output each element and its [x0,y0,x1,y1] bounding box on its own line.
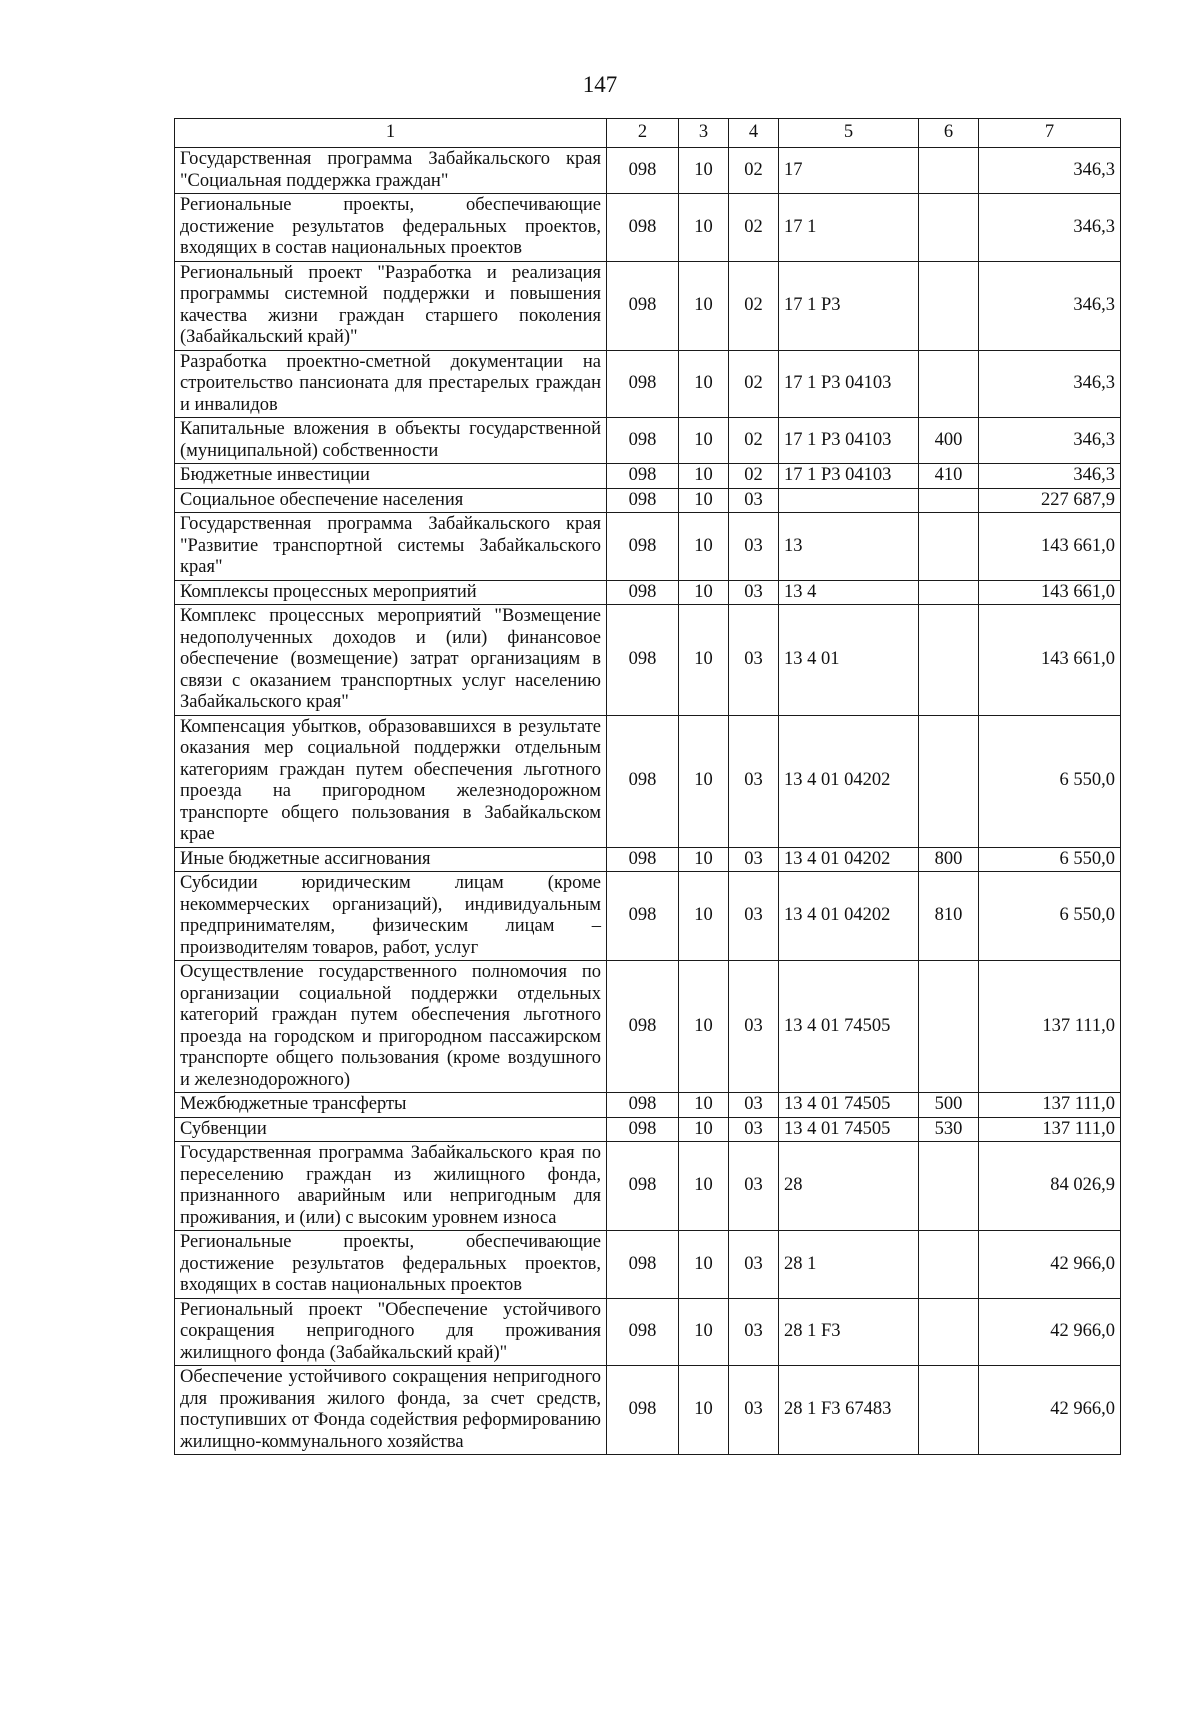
ministry-code-cell: 098 [607,1366,679,1455]
section-code-cell: 10 [679,1298,729,1366]
expense-type-cell [919,580,979,605]
ministry-code-cell: 098 [607,1142,679,1231]
section-code-cell: 10 [679,961,729,1093]
target-article-cell: 17 1 P3 04103 [779,418,919,464]
target-article-cell: 28 1 [779,1231,919,1299]
subsection-code-cell: 03 [729,1366,779,1455]
ministry-code-cell: 098 [607,418,679,464]
expense-name-cell: Субвенции [175,1117,607,1142]
amount-cell: 227 687,9 [979,488,1121,513]
table-row [175,1142,1121,1231]
table-row [175,418,1121,464]
expense-type-cell: 800 [919,847,979,872]
table-row [175,464,1121,489]
ministry-code-cell: 098 [607,350,679,418]
section-code-cell: 10 [679,488,729,513]
ministry-code-cell: 098 [607,1093,679,1118]
target-article-cell: 13 4 01 74505 [779,1093,919,1118]
table-row [175,715,1121,847]
target-article-cell: 28 1 F3 [779,1298,919,1366]
section-code-cell: 10 [679,715,729,847]
amount-cell: 137 111,0 [979,1117,1121,1142]
expense-type-cell [919,350,979,418]
ministry-code-cell: 098 [607,1298,679,1366]
expense-type-cell: 400 [919,418,979,464]
section-code-cell: 10 [679,350,729,418]
expense-name-cell: Государственная программа Забайкальского края "Социальная поддержка граждан" [175,148,607,194]
expense-name-cell: Комплекс процессных мероприятий "Возмещение недополученных доходов и (или) финансовое обеспечение (возмещение) затрат организациям в связи с оказанием транспортных услуг населению Забайкальского края" [175,605,607,716]
target-article-cell: 13 4 01 74505 [779,1117,919,1142]
table-row [175,872,1121,961]
subsection-code-cell: 03 [729,513,779,581]
section-code-cell: 10 [679,513,729,581]
target-article-cell: 17 1 P3 04103 [779,464,919,489]
subsection-code-cell: 03 [729,1093,779,1118]
amount-cell: 84 026,9 [979,1142,1121,1231]
page-number: 147 [582,72,618,97]
amount-cell: 6 550,0 [979,715,1121,847]
amount-cell: 346,3 [979,148,1121,194]
expense-name-cell: Разработка проектно-сметной документации на строительство пансионата для престарелых граждан и инвалидов [175,350,607,418]
amount-cell: 42 966,0 [979,1366,1121,1455]
expense-name-cell: Комплексы процессных мероприятий [175,580,607,605]
section-code-cell: 10 [679,464,729,489]
section-code-cell: 10 [679,418,729,464]
target-article-cell: 13 4 01 04202 [779,872,919,961]
section-code-cell: 10 [679,605,729,716]
table-row [175,1093,1121,1118]
header-cell-5: 5 [779,119,919,148]
expense-type-cell [919,513,979,581]
section-code-cell: 10 [679,580,729,605]
table-row [175,605,1121,716]
amount-cell: 346,3 [979,261,1121,350]
expense-type-cell [919,715,979,847]
target-article-cell: 17 1 [779,194,919,262]
table-row [175,961,1121,1093]
expense-type-cell: 530 [919,1117,979,1142]
table-row [175,580,1121,605]
table-row [175,194,1121,262]
amount-cell: 143 661,0 [979,580,1121,605]
expense-name-cell: Компенсация убытков, образовавшихся в результате оказания мер социальной поддержки отдельным категориям граждан путем обеспечения льготного проезда на пригородном железнодорожном транспорте общего пользования в Забайкальском крае [175,715,607,847]
target-article-cell: 17 [779,148,919,194]
subsection-code-cell: 02 [729,194,779,262]
budget-table [174,118,1121,1455]
expense-name-cell: Социальное обеспечение населения [175,488,607,513]
expense-type-cell [919,961,979,1093]
ministry-code-cell: 098 [607,261,679,350]
ministry-code-cell: 098 [607,513,679,581]
amount-cell: 346,3 [979,418,1121,464]
header-cell-1: 1 [175,119,607,148]
subsection-code-cell: 02 [729,418,779,464]
target-article-cell: 13 4 [779,580,919,605]
amount-cell: 346,3 [979,350,1121,418]
section-code-cell: 10 [679,847,729,872]
target-article-cell: 28 1 F3 67483 [779,1366,919,1455]
ministry-code-cell: 098 [607,580,679,605]
expense-type-cell [919,261,979,350]
expense-type-cell: 500 [919,1093,979,1118]
expense-type-cell: 810 [919,872,979,961]
subsection-code-cell: 03 [729,872,779,961]
target-article-cell: 17 1 P3 04103 [779,350,919,418]
expense-name-cell: Обеспечение устойчивого сокращения непригодного для проживания жилого фонда, за счет средств, поступивших от Фонда содействия реформированию жилищно-коммунального хозяйства [175,1366,607,1455]
subsection-code-cell: 03 [729,961,779,1093]
subsection-code-cell: 03 [729,488,779,513]
amount-cell: 6 550,0 [979,872,1121,961]
amount-cell: 42 966,0 [979,1231,1121,1299]
header-cell-4: 4 [729,119,779,148]
subsection-code-cell: 03 [729,1117,779,1142]
ministry-code-cell: 098 [607,194,679,262]
table-row [175,350,1121,418]
subsection-code-cell: 03 [729,580,779,605]
section-code-cell: 10 [679,1093,729,1118]
expense-name-cell: Региональный проект "Разработка и реализация программы системной поддержки и повышения качества жизни граждан старшего поколения (Забайкальский край)" [175,261,607,350]
header-cell-2: 2 [607,119,679,148]
ministry-code-cell: 098 [607,961,679,1093]
ministry-code-cell: 098 [607,1117,679,1142]
expense-type-cell [919,1366,979,1455]
section-code-cell: 10 [679,1231,729,1299]
subsection-code-cell: 03 [729,605,779,716]
amount-cell: 137 111,0 [979,1093,1121,1118]
expense-type-cell [919,148,979,194]
expense-name-cell: Субсидии юридическим лицам (кроме некоммерческих организаций), индивидуальным предпринимателям, физическим лицам – производителям товаров, работ, услуг [175,872,607,961]
ministry-code-cell: 098 [607,872,679,961]
header-cell-6: 6 [919,119,979,148]
subsection-code-cell: 03 [729,1298,779,1366]
table-row [175,148,1121,194]
section-code-cell: 10 [679,872,729,961]
ministry-code-cell: 098 [607,464,679,489]
subsection-code-cell: 03 [729,847,779,872]
subsection-code-cell: 02 [729,350,779,418]
target-article-cell: 17 1 P3 [779,261,919,350]
subsection-code-cell: 02 [729,261,779,350]
amount-cell: 143 661,0 [979,605,1121,716]
budget-table-body [175,119,1121,1455]
target-article-cell: 13 [779,513,919,581]
target-article-cell: 13 4 01 [779,605,919,716]
table-row [175,1117,1121,1142]
ministry-code-cell: 098 [607,847,679,872]
subsection-code-cell: 02 [729,464,779,489]
ministry-code-cell: 098 [607,1231,679,1299]
section-code-cell: 10 [679,1142,729,1231]
section-code-cell: 10 [679,194,729,262]
amount-cell: 346,3 [979,464,1121,489]
table-row [175,261,1121,350]
expense-name-cell: Региональный проект "Обеспечение устойчивого сокращения непригодного для проживания жилищного фонда (Забайкальский край)" [175,1298,607,1366]
ministry-code-cell: 098 [607,148,679,194]
expense-name-cell: Капитальные вложения в объекты государственной (муниципальной) собственности [175,418,607,464]
ministry-code-cell: 098 [607,715,679,847]
section-code-cell: 10 [679,148,729,194]
expense-type-cell [919,1298,979,1366]
table-header-row [175,119,1121,148]
expense-name-cell: Государственная программа Забайкальского края "Развитие транспортной системы Забайкальского края" [175,513,607,581]
expense-type-cell: 410 [919,464,979,489]
expense-type-cell [919,488,979,513]
header-cell-7: 7 [979,119,1121,148]
expense-name-cell: Государственная программа Забайкальского края по переселению граждан из жилищного фонда, признанного аварийным или непригодным для проживания, и (или) с высоким уровнем износа [175,1142,607,1231]
ministry-code-cell: 098 [607,488,679,513]
expense-name-cell: Региональные проекты, обеспечивающие достижение результатов федеральных проектов, входящих в состав национальных проектов [175,194,607,262]
table-row [175,488,1121,513]
target-article-cell [779,488,919,513]
table-row [175,1366,1121,1455]
table-row [175,1231,1121,1299]
section-code-cell: 10 [679,1366,729,1455]
table-row [175,513,1121,581]
amount-cell: 346,3 [979,194,1121,262]
expense-type-cell [919,605,979,716]
expense-type-cell [919,1231,979,1299]
expense-type-cell [919,194,979,262]
expense-name-cell: Иные бюджетные ассигнования [175,847,607,872]
section-code-cell: 10 [679,1117,729,1142]
header-cell-3: 3 [679,119,729,148]
amount-cell: 143 661,0 [979,513,1121,581]
table-row [175,1298,1121,1366]
expense-name-cell: Бюджетные инвестиции [175,464,607,489]
subsection-code-cell: 03 [729,1231,779,1299]
expense-type-cell [919,1142,979,1231]
expense-name-cell: Межбюджетные трансферты [175,1093,607,1118]
subsection-code-cell: 03 [729,715,779,847]
target-article-cell: 13 4 01 04202 [779,715,919,847]
table-row [175,847,1121,872]
target-article-cell: 28 [779,1142,919,1231]
subsection-code-cell: 03 [729,1142,779,1231]
amount-cell: 6 550,0 [979,847,1121,872]
target-article-cell: 13 4 01 04202 [779,847,919,872]
target-article-cell: 13 4 01 74505 [779,961,919,1093]
ministry-code-cell: 098 [607,605,679,716]
expense-name-cell: Региональные проекты, обеспечивающие достижение результатов федеральных проектов, входящих в состав национальных проектов [175,1231,607,1299]
section-code-cell: 10 [679,261,729,350]
amount-cell: 42 966,0 [979,1298,1121,1366]
subsection-code-cell: 02 [729,148,779,194]
expense-name-cell: Осуществление государственного полномочия по организации социальной поддержки отдельных категорий граждан путем обеспечения льготного проезда на городском и пригородном пассажирском транспорте общего пользования (кроме воздушного и железнодорожного) [175,961,607,1093]
amount-cell: 137 111,0 [979,961,1121,1093]
